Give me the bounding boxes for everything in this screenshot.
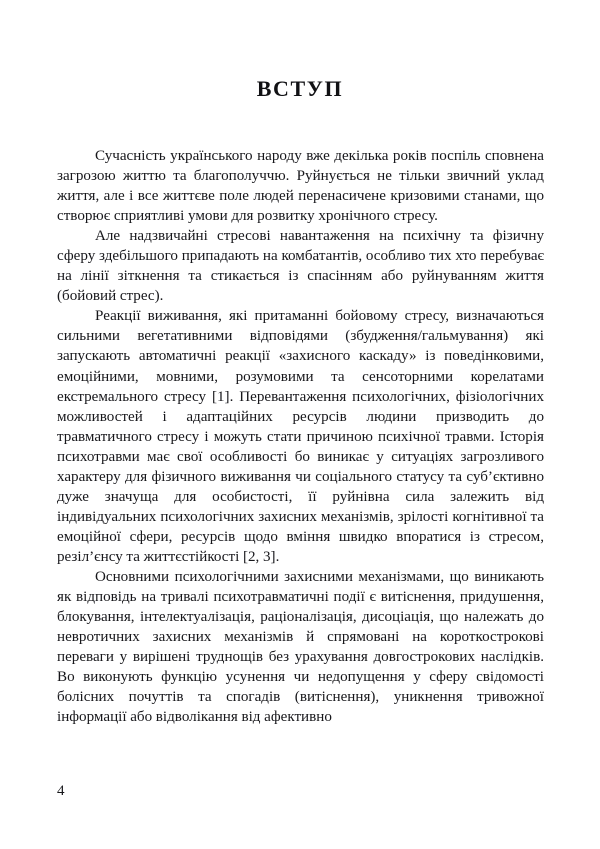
paragraph: Основними психологічними захисними механізмами, що виникають як відповідь на тривалі психотравматичні події є витіснення, придушення, блокування, інтелектуалізація, раціоналізація, дисоціація, що належать до невротичних захисних механізмів й спрямовані на короткострокові переваги у вирішені труднощів без урахування довгострокових наслідків. Во виконують функцію усунення чи недопущення у сферу свідомості болісних почуттів та спогадів (витіснення), уникнення тривожної інформації або відволікання від афективно — [57, 568, 544, 726]
page-number: 4 — [57, 783, 65, 799]
paragraph: Сучасність українського народу вже декілька років поспіль сповнена загрозою життю та благополуччю. Руйнується не тільки звичний уклад життя, але і все життєве поле людей перенасичене кризовими станами, що створює сприятливі умови для розвитку хронічного стресу. — [57, 148, 544, 225]
body-text-block — [57, 146, 544, 727]
paragraph: Але надзвичайні стресові навантаження на психічну та фізичну сферу здебільшого припадають на комбатантів, особливо тих хто перебуває на лінії зіткнення та стикається із спасінням або руйнуванням життя (бойовий стрес). — [57, 228, 544, 305]
paragraph: Реакції виживання, які притаманні бойовому стресу, визначаються сильними вегетативними відповідями (збудження/гальмування) які запускають автоматичні реакції «захисного каскаду» із поведінковими, емоційними, мовними, розумовими та сенсоторними корелатами екстремального стресу [1]. Перевантаження психологічних, фізіологічних можливостей і адаптаційних ресурсів людини призводить до травматичного стресу і можуть стати причиною психічної травми. Історія психотравми має свої особливості бо виникає у ситуаціях загрозливого характеру для фізичного виживання чи соціального статусу та суб’єктивно дуже значуща для особистості, її руйнівна сила залежить від індивідуальних психологічних захисних механізмів, зрілості когнітивної та емоційної сфери, ресурсів щодо вміння швидко впоратися із стресом, резіл’єнсу та життєстійкості [2, 3]. — [57, 308, 544, 565]
page-title: ВСТУП — [256, 76, 344, 101]
